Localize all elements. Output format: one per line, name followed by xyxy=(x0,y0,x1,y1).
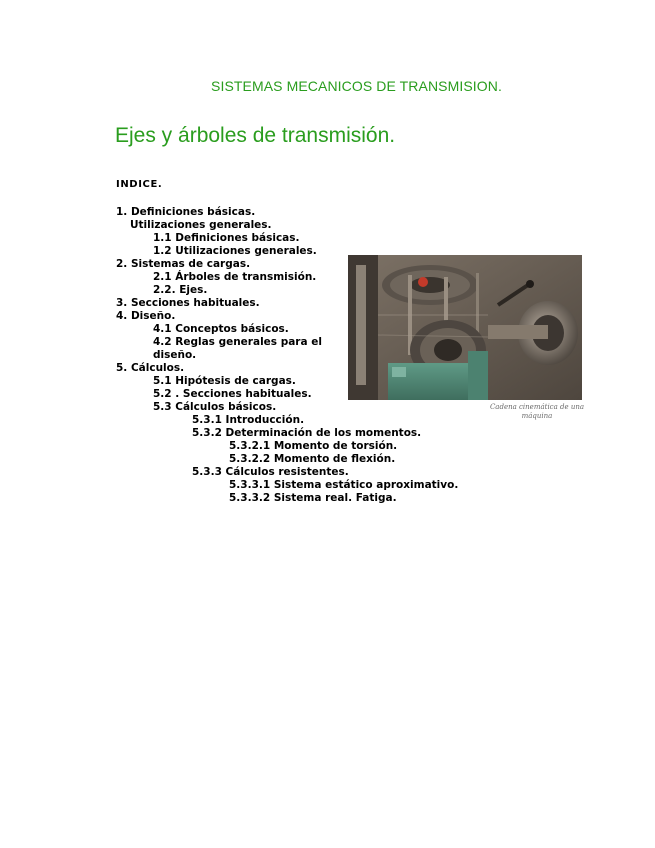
toc-item[interactable]: 4. Diseño. xyxy=(116,310,176,322)
toc-item[interactable]: 2.2. Ejes. xyxy=(153,284,208,296)
toc-item[interactable]: diseño. xyxy=(153,349,197,361)
toc-item[interactable]: 5.3 Cálculos básicos. xyxy=(153,401,277,413)
figure-caption: Cadena cinemática de una máquina xyxy=(489,403,585,420)
toc-item[interactable]: 5.3.2.2 Momento de flexión. xyxy=(229,453,396,465)
toc-item[interactable]: 1.1 Definiciones básicas. xyxy=(153,232,300,244)
toc-item[interactable]: 2. Sistemas de cargas. xyxy=(116,258,251,270)
document-title: Ejes y árboles de transmisión. xyxy=(115,124,396,147)
toc-item[interactable]: 1.2 Utilizaciones generales. xyxy=(153,245,317,257)
toc-item[interactable]: 5. Cálculos. xyxy=(116,362,185,374)
index-heading: INDICE. xyxy=(116,179,163,190)
machine-photo xyxy=(348,255,582,400)
toc-item[interactable]: 2.1 Árboles de transmisión. xyxy=(153,271,317,283)
toc-item[interactable]: 5.3.3.1 Sistema estático aproximativo. xyxy=(229,479,459,491)
toc-item[interactable]: 5.3.3.2 Sistema real. Fatiga. xyxy=(229,492,397,504)
toc-item[interactable]: 4.1 Conceptos básicos. xyxy=(153,323,289,335)
toc-item[interactable]: 1. Definiciones básicas. xyxy=(116,206,256,218)
toc-item[interactable]: 5.3.2.1 Momento de torsión. xyxy=(229,440,398,452)
toc-item[interactable]: 4.2 Reglas generales para el xyxy=(153,336,322,348)
toc-item[interactable]: 5.3.1 Introducción. xyxy=(192,414,305,426)
toc-item[interactable]: Utilizaciones generales. xyxy=(130,219,272,231)
toc-item[interactable]: 5.1 Hipótesis de cargas. xyxy=(153,375,296,387)
toc-item[interactable]: 5.3.3 Cálculos resistentes. xyxy=(192,466,349,478)
toc-item[interactable]: 5.3.2 Determinación de los momentos. xyxy=(192,427,422,439)
toc-item[interactable]: 5.2 . Secciones habituales. xyxy=(153,388,312,400)
page-header: SISTEMAS MECANICOS DE TRANSMISION. xyxy=(211,78,502,94)
toc-item[interactable]: 3. Secciones habituales. xyxy=(116,297,260,309)
